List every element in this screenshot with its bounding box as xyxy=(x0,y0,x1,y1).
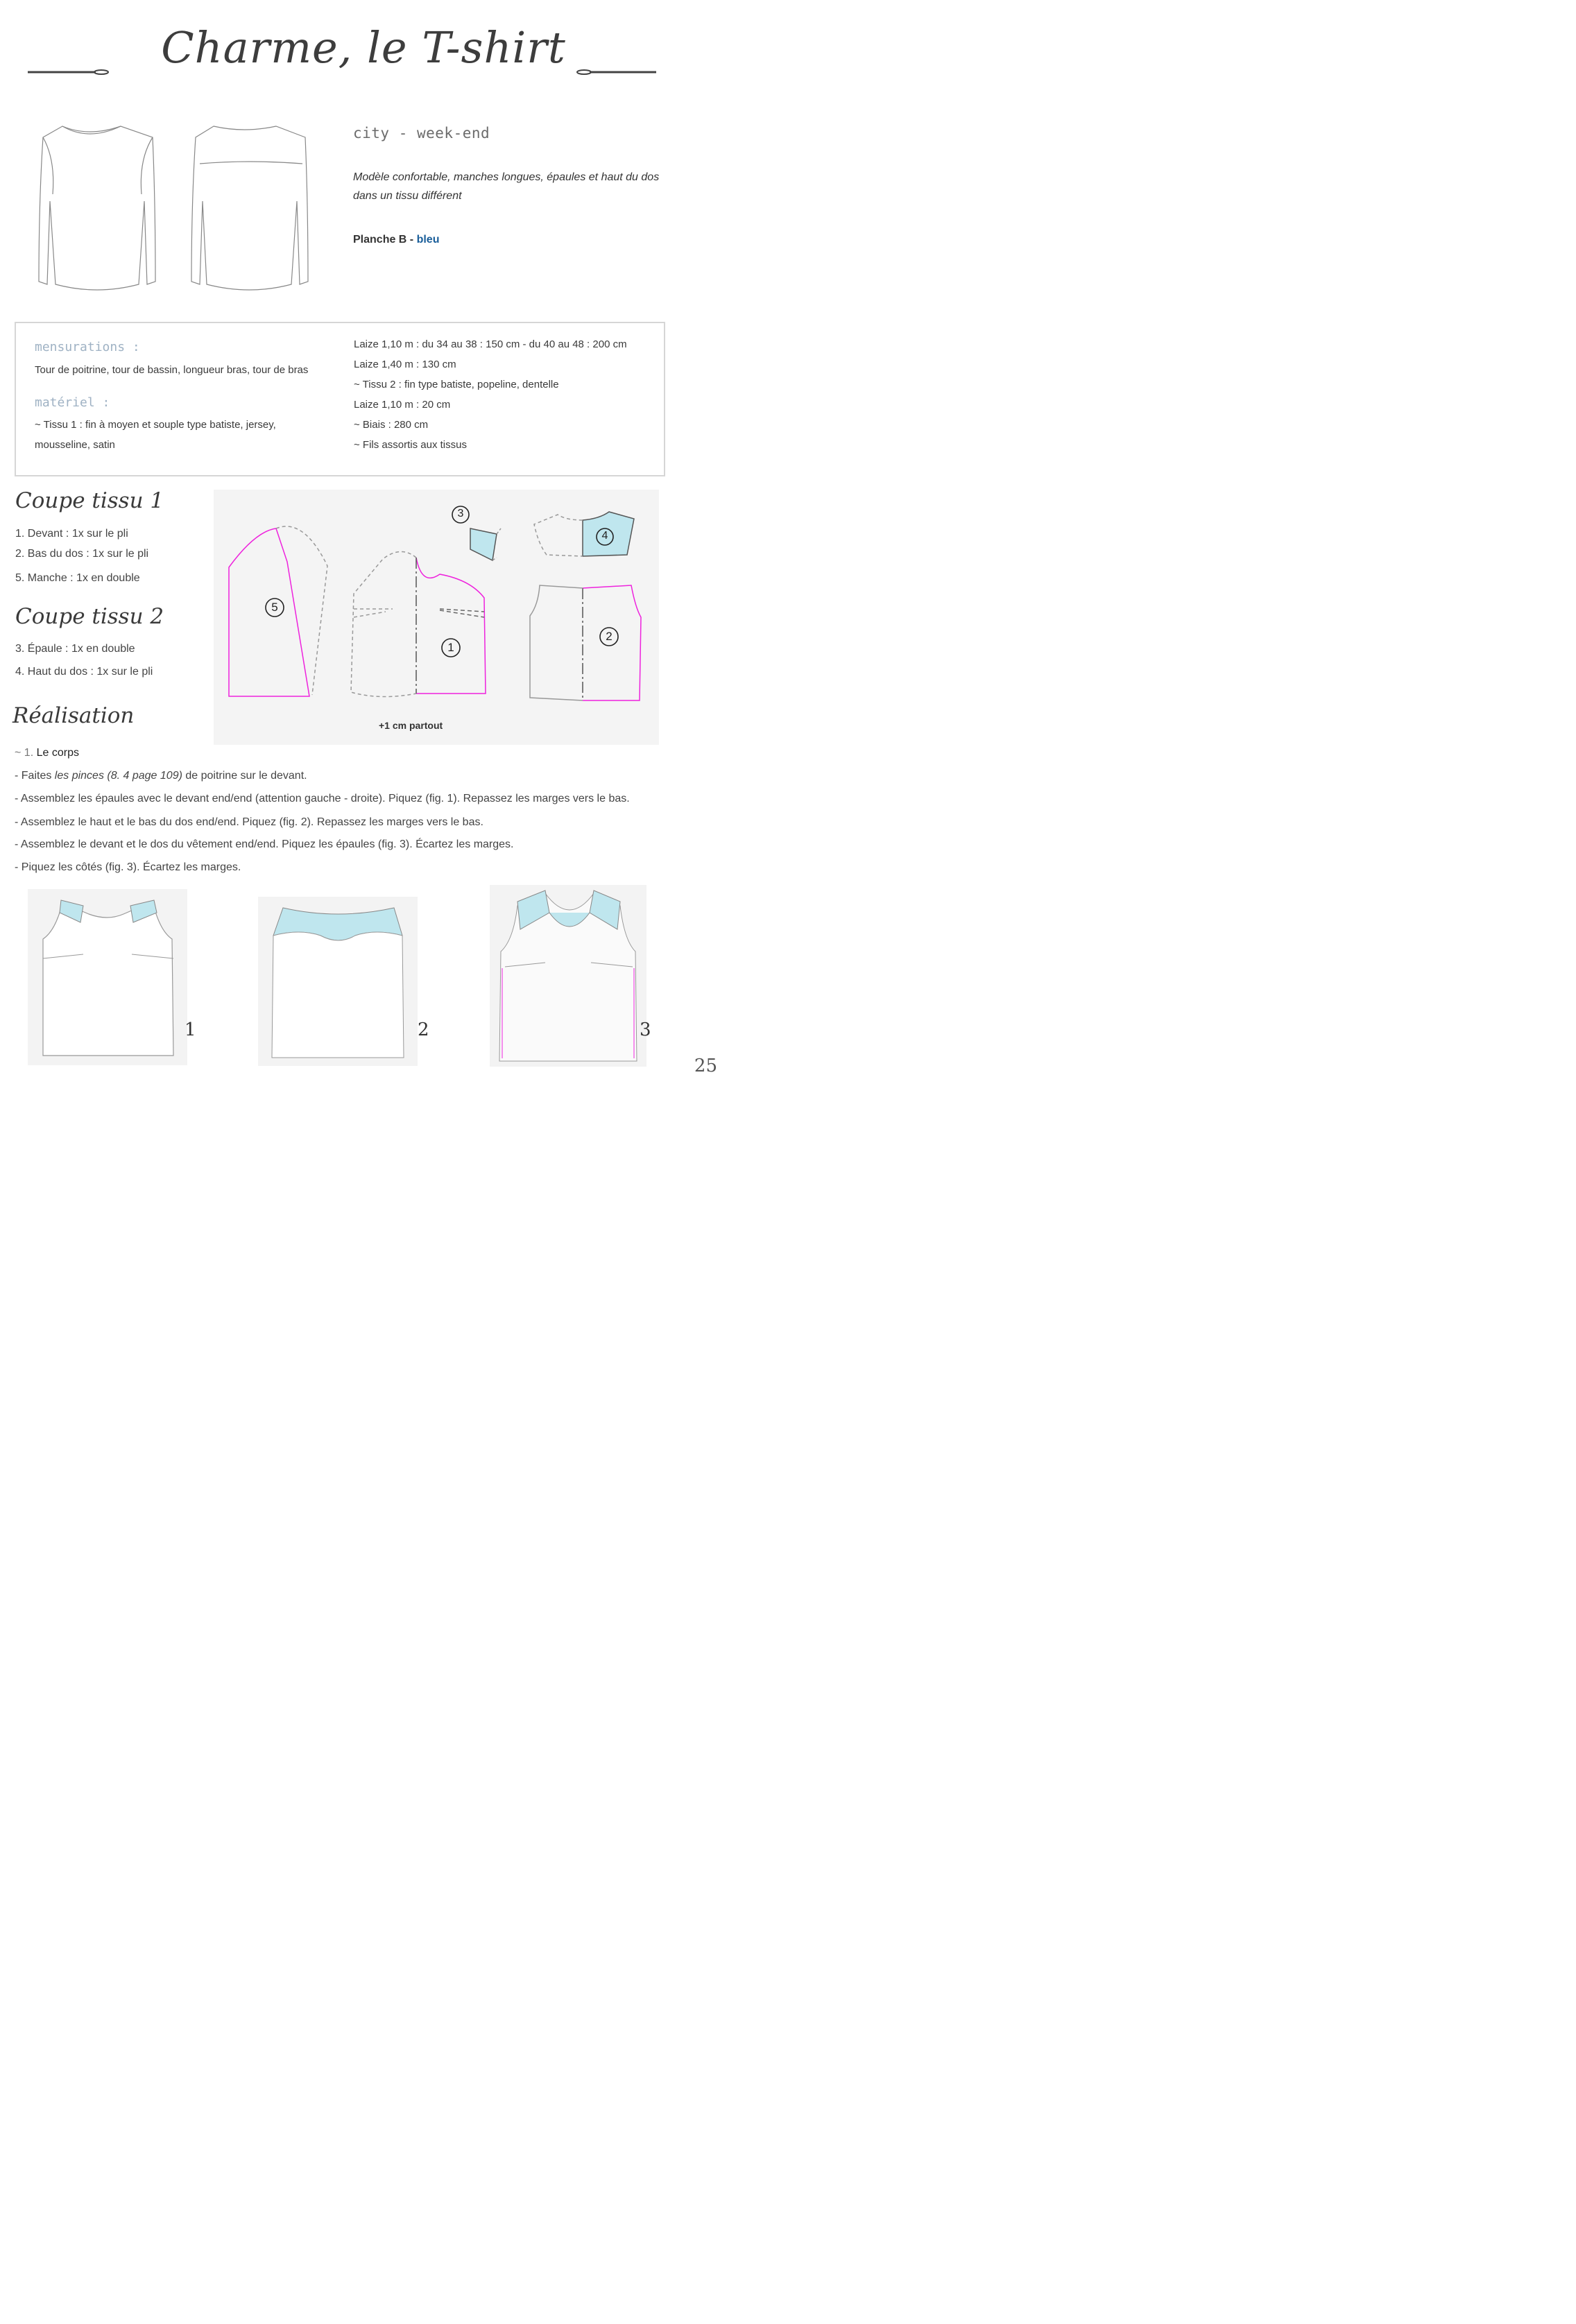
style-tag: city - week-end xyxy=(353,125,490,141)
step-number: 1. xyxy=(24,747,34,759)
coupe1-item-2: 2. Bas du dos : 1x sur le pli xyxy=(15,548,149,560)
description: Modèle confortable, manches longues, épaules et haut du dos dans un tissu différent xyxy=(353,171,660,202)
piece-number-3: 3 xyxy=(457,508,464,519)
page-title: Charme, le T-shirt xyxy=(161,22,566,73)
planche-color: bleu xyxy=(416,234,440,246)
materiel-right-1: Laize 1,10 m : du 34 au 38 : 150 cm - du 40 au 48 : 200 cm xyxy=(354,338,627,350)
step-1-title xyxy=(15,747,79,759)
materiel-line-2: mousseline, satin xyxy=(35,439,115,451)
figure-3-label: 3 xyxy=(640,1019,651,1040)
figure-1-label: 1 xyxy=(185,1019,196,1040)
needle-right-icon xyxy=(574,67,658,76)
materiel-right-6: ~ Fils assortis aux tissus xyxy=(354,439,467,451)
figure-2 xyxy=(258,897,418,1066)
figure-3 xyxy=(490,885,646,1067)
margin-note: +1 cm partout xyxy=(379,720,443,731)
piece-number-4: 4 xyxy=(601,530,608,542)
coupe-tissu-2-heading: Coupe tissu 2 xyxy=(15,604,164,629)
mensurations-text: Tour de poitrine, tour de bassin, longueur bras, tour de bras xyxy=(35,364,309,376)
instruction-1-pre: - Faites xyxy=(15,770,55,782)
instruction-line-5: - Piquez les côtés (fig. 3). Écartez les marges. xyxy=(15,861,241,873)
instruction-1-post: de poitrine sur le devant. xyxy=(182,770,307,782)
step-title: Le corps xyxy=(36,747,79,759)
instruction-line-4: - Assemblez le devant et le dos du vêtement end/end. Piquez les épaules (fig. 3). Écartez les marges. xyxy=(15,838,514,850)
piece-number-1: 1 xyxy=(447,641,454,654)
materiel-right-3: ~ Tissu 2 : fin type batiste, popeline, dentelle xyxy=(354,379,559,390)
planche-prefix: Planche B - xyxy=(353,234,417,246)
instruction-line-2: - Assemblez les épaules avec le devant end/end (attention gauche - droite). Piquez (fig. 1). Repassez les marges vers le bas. xyxy=(15,793,630,804)
materiel-line-1: ~ Tissu 1 : fin à moyen et souple type batiste, jersey, xyxy=(35,419,276,431)
materiel-right-4: Laize 1,10 m : 20 cm xyxy=(354,399,451,411)
coupe1-item-3: 5. Manche : 1x en double xyxy=(15,572,140,584)
coupe2-item-2: 4. Haut du dos : 1x sur le pli xyxy=(15,666,153,678)
materiel-right-5: ~ Biais : 280 cm xyxy=(354,419,429,431)
realisation-heading: Réalisation xyxy=(12,703,135,728)
mensurations-heading: mensurations : xyxy=(35,340,140,354)
instruction-1-ref: les pinces (8. 4 page 109) xyxy=(54,770,182,782)
coupe-tissu-1-heading: Coupe tissu 1 xyxy=(15,488,164,513)
figure-2-label: 2 xyxy=(418,1019,429,1040)
page-number: 25 xyxy=(694,1056,717,1076)
piece-number-5: 5 xyxy=(271,601,278,614)
needle-left-icon xyxy=(26,67,110,76)
piece-number-2: 2 xyxy=(606,630,613,643)
step-tilde-icon: ~ xyxy=(15,747,24,759)
materiel-heading: matériel : xyxy=(35,395,110,410)
coupe1-item-1: 1. Devant : 1x sur le pli xyxy=(15,528,128,540)
coupe2-item-1: 3. Épaule : 1x en double xyxy=(15,643,135,655)
instruction-line-3: - Assemblez le haut et le bas du dos end/end. Piquez (fig. 2). Repassez les marges vers le bas. xyxy=(15,816,483,828)
materiel-right-2: Laize 1,40 m : 130 cm xyxy=(354,359,456,370)
pattern-layout-diagram xyxy=(214,490,659,745)
figure-1 xyxy=(28,889,187,1065)
planche-label xyxy=(353,234,439,246)
instruction-line-1 xyxy=(15,770,307,782)
tshirt-technical-drawing xyxy=(28,118,319,298)
